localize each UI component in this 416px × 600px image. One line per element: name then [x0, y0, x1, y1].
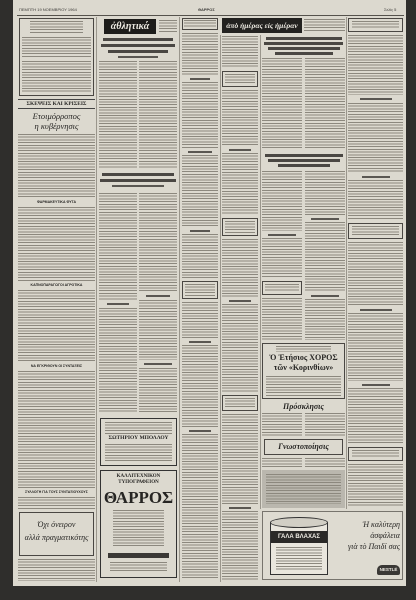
- article-text: [139, 368, 177, 412]
- sports-title: ἀθλητικά: [110, 20, 150, 32]
- invitation-heading: Πρόσκλησις: [283, 402, 324, 411]
- article-text: [348, 35, 403, 95]
- editorial-title-line2: η κυβέρνησις: [34, 121, 79, 131]
- headline: [100, 179, 176, 182]
- subhead: [188, 151, 212, 153]
- print-ad-band: [108, 553, 169, 558]
- article-text: [305, 458, 345, 468]
- article-text: [182, 302, 218, 338]
- article-text: [352, 450, 399, 458]
- article-text: [262, 298, 302, 340]
- headline: [268, 47, 340, 50]
- article-text: [18, 559, 95, 581]
- article-text: [99, 193, 137, 300]
- issue-date: ΠΕΜΠΤΗ 19 ΝΟΕΜΒΡΙΟΥ 1964: [19, 7, 77, 12]
- subhead: [107, 303, 129, 305]
- subhead: [189, 430, 211, 432]
- article-text: [222, 414, 258, 504]
- article-text: [262, 458, 302, 468]
- headline: [278, 164, 330, 167]
- results-table: [182, 33, 218, 75]
- headline: [112, 185, 164, 187]
- headline: [108, 50, 168, 53]
- article-text: [225, 221, 255, 233]
- subhead: ΦΑΡΜΑΚΕΥΤΙΚΑ ΦΥΤΑ: [37, 200, 76, 204]
- notice-name: ΣΩΤΗΡΙΟΥ ΜΠΟΛΛΟΥ: [108, 435, 169, 441]
- page-number: Σελίς 5: [384, 7, 397, 12]
- milk-slogan-line1: Ἡ καλύτερη: [362, 520, 400, 529]
- milk-slogan-line2: ἀσφάλεια: [370, 531, 400, 540]
- milk-brand: NESTLÉ: [379, 567, 398, 572]
- milk-slogan-line3: γιὰ τὸ Παιδί σας: [348, 542, 400, 551]
- dance-notice-line1: Ὁ Ἐτήσιος ΧΟΡΟΣ: [269, 353, 338, 362]
- subhead: [268, 234, 296, 236]
- subhead: [189, 341, 211, 343]
- headline: [275, 52, 333, 55]
- headline: [264, 42, 343, 45]
- subhead: [144, 363, 172, 365]
- headline: [118, 56, 158, 58]
- subhead: [229, 300, 251, 302]
- column-rule: [346, 17, 347, 509]
- ad-line1: Όχι όνειρον: [37, 520, 76, 529]
- article-text: [139, 193, 177, 292]
- print-ad-name: ΘΑΡΡΟΣ: [103, 488, 174, 507]
- article-text: [352, 226, 399, 236]
- notice-text: [266, 474, 341, 504]
- article-text: [348, 388, 403, 444]
- running-title: ΘΑΡΡΟΣ: [198, 7, 215, 12]
- ad-line2: αλλά πραγματικότης: [24, 533, 89, 542]
- subhead: [146, 295, 170, 297]
- article-text: [262, 413, 302, 437]
- article-text: [139, 300, 177, 360]
- article-text: [222, 90, 258, 146]
- milk-can-lid: [270, 517, 328, 528]
- article-text: [305, 222, 345, 292]
- article-text: [182, 434, 218, 580]
- subhead: [360, 309, 392, 311]
- subhead: [229, 149, 251, 151]
- article-text: [348, 313, 403, 381]
- article-text: [182, 155, 218, 227]
- subhead: ΣΥΛΛΟΓΗ ΓΙΑ ΤΟΥΣ ΣΥΝΤΑΞΙΟΥΧΟΥΣ: [25, 490, 88, 494]
- article-text: [184, 20, 216, 28]
- headline: [266, 37, 342, 40]
- subhead: [229, 507, 251, 509]
- subhead: [190, 78, 210, 80]
- column-rule: [260, 35, 261, 509]
- article-text: [222, 239, 258, 297]
- subhead: [360, 98, 392, 100]
- article-text: [265, 284, 299, 292]
- subhead: [311, 218, 339, 220]
- announcement-heading: Γνωστοποίησις: [278, 442, 329, 451]
- notice-text: [105, 422, 172, 434]
- article-text: [348, 103, 403, 173]
- article-text: [99, 61, 137, 169]
- column-rule: [96, 17, 97, 582]
- article-text: [352, 21, 399, 29]
- column-rule: [220, 35, 221, 582]
- subhead: ΝΑ ΕΓΚΡΙΘΟΥΝ ΟΙ ΣΥΝΤΑΞΕΙΣ: [30, 364, 83, 368]
- article-text: [182, 345, 218, 427]
- article-text: [222, 511, 258, 580]
- article-text: [18, 497, 95, 509]
- column-rule: [179, 17, 180, 582]
- article-text: [225, 74, 255, 84]
- masthead-text: [22, 61, 91, 93]
- print-ad-text: [110, 562, 167, 572]
- article-text: [305, 299, 345, 340]
- print-ad-text: [113, 510, 164, 546]
- article-text: [305, 413, 345, 437]
- article-text: [185, 284, 215, 296]
- article-text: [348, 180, 403, 220]
- daily-banner-title: ἀπὸ ἡμέρας εἰς ἡμέραν: [226, 20, 298, 30]
- article-text: [348, 464, 403, 506]
- subhead: [190, 230, 210, 232]
- header-rule: [17, 15, 404, 16]
- article-text: [222, 153, 258, 215]
- article-text: [262, 171, 302, 231]
- article-text: [305, 171, 345, 215]
- article-text: [305, 58, 345, 150]
- headline: [102, 173, 174, 176]
- print-ad-top-line2: ΤΥΠΟΓΡΑΦΕΙΟΝ: [118, 480, 159, 485]
- article-text: [225, 398, 255, 408]
- editorial-title-line1: Ετοιμόρροπος: [32, 111, 81, 121]
- article-text: [304, 19, 345, 32]
- masthead-text: [30, 21, 83, 33]
- article-text: [182, 234, 218, 278]
- subhead: [311, 295, 339, 297]
- notice-text: [276, 346, 331, 352]
- milk-can-label: [276, 547, 322, 571]
- subhead: ΚΑΠΝΟΠΑΡΑΓΩΓΟΙ ΑΓΡΟΤΙΚΑ: [30, 283, 83, 287]
- masthead-text: [22, 37, 91, 58]
- headline: [101, 44, 175, 47]
- article-text: [222, 304, 258, 392]
- headline: [103, 38, 173, 41]
- article-text: [139, 61, 177, 169]
- article-text: [182, 82, 218, 148]
- milk-product-name: ΓΑΛΑ ΒΛΑΧΑΣ: [278, 534, 320, 540]
- article-text: [262, 238, 302, 278]
- article-text: [18, 290, 95, 362]
- headline: [268, 159, 340, 162]
- section-title: ΣΚΕΨΕΙΣ ΚΑΙ ΚΡΙΣΕΙΣ: [18, 99, 95, 109]
- notice-text: [105, 444, 172, 463]
- article-text: [348, 242, 403, 306]
- article-text: [18, 134, 95, 198]
- article-text: [99, 308, 137, 412]
- headline: [265, 154, 343, 157]
- notice-text: [266, 376, 341, 396]
- subhead: [362, 176, 390, 178]
- dance-notice-line2: τῶν «Κορινθίων»: [273, 363, 334, 372]
- print-ad-top-line1: ΚΑΛΛΙΤΕΧΝΙΚΟΝ: [116, 474, 161, 479]
- article-text: [18, 207, 95, 282]
- article-text: [18, 371, 95, 488]
- sports-index-text: [159, 20, 177, 33]
- article-text: [262, 58, 302, 150]
- subhead: [362, 384, 390, 386]
- article-text: [222, 36, 258, 68]
